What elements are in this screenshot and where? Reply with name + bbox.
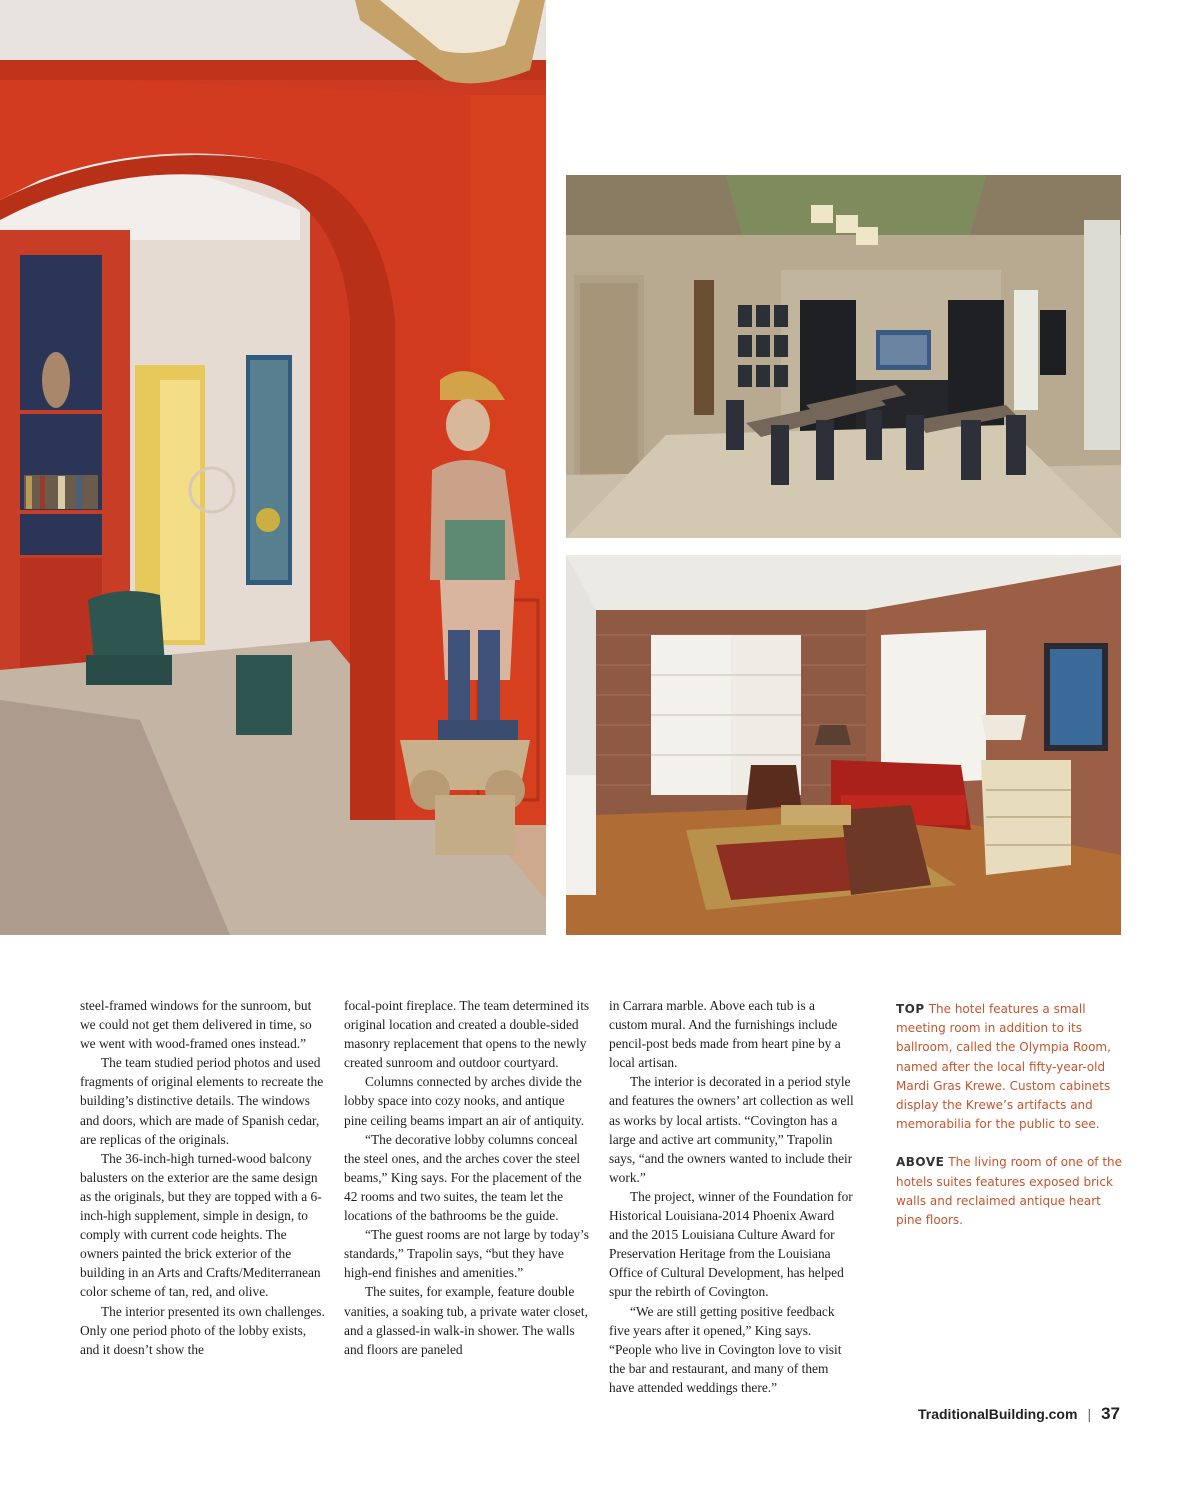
- paragraph: The suites, for example, feature double vanities, a soaking tub, a private water closet, and a glassed-in walk-in shower. The walls and floors are paneled: [344, 1284, 588, 1357]
- paragraph: The interior presented its own challenges. Only one period photo of the lobby exists, and it doesn’t show the: [80, 1303, 325, 1357]
- lobby-illustration: [0, 0, 546, 935]
- paragraph: “We are still getting positive feedback five years after it opened,” King says. “People who live in Covington love to visit the bar and restaurant, and many of them have attended weddings there.”: [609, 1303, 842, 1395]
- paragraph: focal-point fireplace. The team determined its original location and created a double-sided masonry replacement that opens to the newly created sunroom and outdoor courtyard.: [344, 998, 590, 1071]
- paragraph: The project, winner of the Foundation for Historical Louisiana-2014 Phoenix Award and the 2015 Louisiana Culture Award for Preservation Heritage from the Louisiana Office of Cultural Development, has helped spur the rebirth of Covington.: [609, 1188, 853, 1300]
- page-footer: [918, 1404, 1120, 1424]
- meeting-room-illustration: [566, 175, 1121, 538]
- caption-top: [896, 1000, 1128, 1134]
- paragraph: in Carrara marble. Above each tub is a custom mural. And the furnishings include pencil-post beds made from heart pine by a local artisan.: [609, 998, 841, 1071]
- paragraph: “The decorative lobby columns conceal the steel ones, and the arches cover the steel beams,” King says. For the placement of the 42 rooms and two suites, the team let the locations of the bathrooms be the guide.: [344, 1131, 582, 1224]
- body-column-1: [80, 996, 326, 1359]
- body-column-2: [344, 996, 590, 1359]
- caption-label: ABOVE: [896, 1155, 945, 1170]
- footer-site: TraditionalBuilding.com: [917, 1406, 1078, 1422]
- caption-label: TOP: [896, 1002, 925, 1016]
- living-room-illustration: [566, 555, 1121, 935]
- lobby-arch-photo: [0, 0, 546, 935]
- paragraph: The team studied period photos and used fragments of original elements to recreate the building’s distinctive details. The windows and doors, which are made of Spanish cedar, are replicas of the originals.: [80, 1055, 324, 1147]
- paragraph: The 36-inch-high turned-wood balcony balusters on the exterior are the same design as the originals, but they are topped with a 6-inch-high supplement, simple in design, to comply with current code heights. The owners painted the brick exterior of the building in an Arts and Crafts/Mediterranean color scheme of tan, red, and olive.: [80, 1150, 322, 1300]
- paragraph: steel-framed windows for the sunroom, but we could not get them delivered in time, so we went with wood-framed ones instead.”: [80, 998, 312, 1052]
- paragraph: The interior is decorated in a period style and features the owners’ art collection as well as works by local artists. “Covington has a large and active art community,” Trapolin says, “and the owners wanted to include their work.”: [609, 1074, 854, 1185]
- page-number: 37: [1101, 1404, 1120, 1423]
- body-column-3: [609, 996, 855, 1397]
- suite-living-room-photo: [566, 555, 1121, 935]
- olympia-meeting-room-photo: [566, 175, 1121, 538]
- paragraph: “The guest rooms are not large by today’s standards,” Trapolin says, “but they have high-end finishes and amenities.”: [344, 1227, 589, 1281]
- paragraph: Columns connected by arches divide the lobby space into cozy nooks, and antique pine ceiling beams impart an air of antiquity.: [344, 1074, 585, 1128]
- footer-separator: |: [1087, 1406, 1092, 1422]
- caption-text: The hotel features a small meeting room in addition to its ballroom, called the Olympia Room, named after the local fifty-year-old Mardi Gras Krewe. Custom cabinets display the Krewe’s artifacts and memorabilia for the public to see.: [896, 1002, 1111, 1132]
- caption-text: The living room of one of the hotels suites features exposed brick walls and reclaimed antique heart pine floors.: [896, 1155, 1123, 1228]
- caption-above: [896, 1153, 1128, 1230]
- photo-captions: [896, 1000, 1128, 1249]
